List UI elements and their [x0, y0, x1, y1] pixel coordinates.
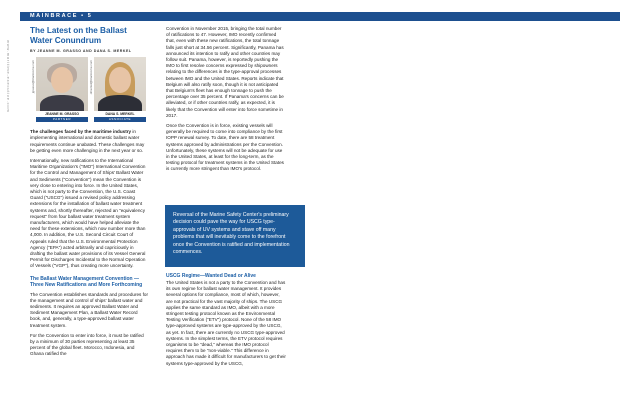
author-name-grasso: JEANNE M. GRASSO: [44, 112, 80, 117]
body-paragraph-3: The Convention establishes standards and procedures for the management and control of ships' ballast water and sediments. It requires an approved Ballast Water and Sediment Management Plan, a Ballast Water Record book, and, generally, a type-approved ballast water treatment system.: [30, 291, 148, 328]
column-left: [30, 26, 148, 358]
lead-paragraph: [30, 129, 148, 154]
subheading-convention: The Ballast Water Management Convention —Three New Ratifications and More Forthcoming: [30, 275, 143, 288]
pull-quote-text: Reversal of the Marine Safety Center's preliminary decision could pave the way for USCG type-approvals of UV systems and stave off many problems that will inevitably come to the forefront once the Convention is ratified and implementation commences.: [173, 212, 290, 256]
author-role-merkel: ASSOCIATE: [94, 117, 146, 122]
article-byline: BY JEANNE M. GRASSO AND DANA S. MERKEL: [30, 49, 132, 54]
author-photos: [30, 57, 148, 125]
side-url-text: www.maritime-executive.com: [6, 40, 11, 113]
body-paragraph-2: Internationally, new ratifications to the International Maritime Organization's ("IMO") International Convention for the Control and Management of Ships' Ballast Water and Sediments ("Convention") mean the Convention is very close to entering into force. In the United States, which is not party to the Convention, the U.S. Coast Guard ("USCG") issued a revised policy addressing extensions for the installation of ballast water treatment systems and, shortly thereafter, rejected an "equivalency request" from four ballast water treatment system manufacturers, which would have helped alleviate the need for these extensions, which now number more than 4,000. In addition, the U.S. Second Circuit Court of Appeals ruled that the U.S. Environmental Protection Agency ("EPA") acted arbitrarily and capriciously in drafting the ballast water provisions of its Vessel General Permit for Discharges Incidental to the Normal Operation of Vessels ("VGP"), thus creating more uncertainty.: [30, 158, 146, 269]
subheading-uscg: USCG Regime—Wanted Dead or Alive: [166, 273, 256, 279]
section-header-label: MAINBRACE • 5: [30, 13, 93, 19]
col2-paragraph-3: The United States is not a party to the Convention and has its own regime for ballast water management. It provides several options for compliance, most of which, however, are not practical for the vast majority of ships. The USCG applies the same standard as IMO, albeit with a more stringent testing protocol known as the Environmental Testing Verification ("ETV") protocol. None of the 58 IMO type-approved systems are type-approved by the USCG, as yet. In fact, there are currently no USCG type-approved systems. In the simplest terms, the ETV protocol requires organisms to be "dead," whereas the IMO protocol requires them to be "non-viable." This difference in approach has made it difficult for manufacturers to get their systems type-approved by the USCG,: [166, 280, 286, 366]
column-right-bottom: [166, 273, 286, 367]
section-header-bar: [20, 12, 620, 21]
col2-paragraph-2: Once the Convention is in force, existing vessels will generally be required to come into compliance by the first IOPP renewal survey. To date, there are 58 treatment systems approved by administrations per the Convention. Unfortunately, these systems will not be adequate for use in the United States, at least for the long-term, as the testing protocol for treatment systems in the United States is currently more stringent than IMO's protocol.: [166, 123, 284, 172]
author-email-grasso: jgrasso@blankrome.com: [31, 60, 35, 94]
lead-rest: in implementing international and domestic ballast water requirements continue unabated. These challenges may be getting even more challenging in the next year or so.: [30, 129, 145, 153]
author-photo-grasso: [36, 57, 88, 111]
author-email-merkel: dmerkel@blankrome.com: [89, 60, 93, 95]
column-right: [166, 26, 286, 173]
author-name-merkel: DANA S. MERKEL: [105, 112, 135, 117]
pull-quote-box: [165, 205, 305, 267]
author-photo-merkel: [94, 57, 146, 111]
article-title: The Latest on the Ballast Water Conundrum: [30, 26, 127, 45]
col2-paragraph-1: Convention in November 2015, bringing the total number of ratifications to 47. However, IMO recently confirmed that, even with these new ratifications, the total tonnage falls just short at 34.56 percent. Significantly, Panama has announced its intention to ratify and other countries may follow suit. Panama, however, is reportedly pushing the IMO to first resolve concerns expressed by shipowners relating to the differences in the type-approval processes between IMO and the United States. Reports indicate that Belgium will also ratify soon, though it is not anticipated that Belgium's fleet has enough tonnage to push the percentage over 35 percent. If Panama's concerns can be alleviated, or if other countries ratify, as expected, it is likely that the Convention will enter into force sometime in 2017.: [166, 26, 284, 118]
author-role-grasso: PARTNER: [36, 117, 88, 122]
lead-bold: The challenges faced by the maritime industry: [30, 129, 132, 135]
body-paragraph-4: For the Convention to enter into force, it must be ratified by a minimum of 30 parties representing at least 35 percent of the global fleet. Morocco, Indonesia, and Ghana ratified the: [30, 332, 144, 357]
